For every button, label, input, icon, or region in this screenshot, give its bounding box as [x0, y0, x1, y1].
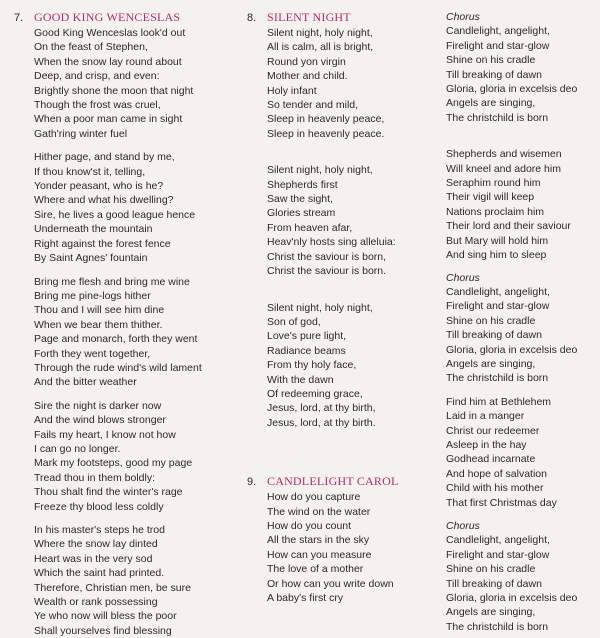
- lyric-line: Till breaking of dawn: [446, 68, 542, 81]
- lyric-line: Saw the sight,: [267, 193, 333, 206]
- lyric-line: Gath'ring winter fuel: [34, 127, 128, 140]
- lyric-line: Heav'nly hosts sing alleluia:: [267, 236, 396, 249]
- lyric-line: Jesus, lord, at thy birth,: [267, 402, 376, 415]
- lyric-line: Christ our redeemer: [446, 424, 540, 437]
- lyric-line: Underneath the mountain: [34, 223, 153, 236]
- verse: [267, 490, 427, 605]
- lyric-line: Therefore, Christian men, be sure: [34, 581, 191, 594]
- lyric-line: Thou shalt find the winter's rage: [34, 486, 183, 499]
- lyric-line: Son of god,: [267, 315, 321, 328]
- lyric-line: Through the rude wind's wild lament: [34, 361, 202, 374]
- chorus-label: Chorus: [446, 271, 480, 284]
- lyric-line: Their lord and their saviour: [446, 220, 571, 233]
- song-number: 8.: [247, 12, 257, 24]
- verse: [34, 523, 236, 638]
- lyric-line: Good King Wenceslas look'd out: [34, 27, 186, 39]
- lyric-line: Forth they went together,: [34, 347, 151, 360]
- lyric-line: Shall yourselves find blessing: [34, 624, 172, 637]
- lyric-line: How do you capture: [267, 491, 361, 504]
- column-good-king-wenceslas: [14, 10, 236, 638]
- lyric-line: So tender and mild,: [267, 99, 359, 112]
- lyric-line: Yonder peasant, who is he?: [34, 180, 164, 193]
- verse: [34, 26, 236, 141]
- lyric-line: How can you measure: [267, 548, 372, 561]
- song-title: SILENT NIGHT: [267, 10, 351, 24]
- lyric-line: Firelight and star-glow: [446, 300, 550, 313]
- chorus-label: Chorus: [446, 520, 480, 532]
- song-title: CANDLELIGHT CAROL: [267, 474, 399, 489]
- verse: [267, 163, 427, 278]
- verse: [267, 26, 427, 141]
- chorus: [446, 533, 596, 634]
- lyric-line: Tread thou in them boldly:: [34, 471, 156, 484]
- lyric-line: Sleep in heavenly peace,: [267, 113, 385, 126]
- lyric-line: Deep, and crisp, and even:: [34, 70, 160, 83]
- lyric-line: Seraphim round him: [446, 177, 541, 190]
- verse: [34, 150, 236, 265]
- song-number: 9.: [247, 476, 257, 489]
- lyric-line: Mother and child.: [267, 70, 348, 83]
- lyric-line: All is calm, all is bright,: [267, 41, 374, 54]
- lyric-line: Shine on his cradle: [446, 54, 536, 67]
- lyric-line: Page and monarch, forth they went: [34, 333, 198, 346]
- lyric-line: Round yon virgin: [267, 55, 346, 68]
- lyric-line: From thy holy face,: [267, 359, 357, 372]
- lyric-line: Hither page, and stand by me,: [34, 151, 175, 164]
- lyric-line: Silent night, holy night,: [267, 27, 373, 39]
- lyric-line: Child with his mother: [446, 482, 544, 495]
- lyric-line: Right against the forest fence: [34, 237, 171, 250]
- lyric-line: Asleep in the hay: [446, 438, 527, 451]
- lyric-line: Angels are singing,: [446, 606, 536, 619]
- lyric-line: Where and what his dwelling?: [34, 194, 174, 207]
- lyric-line: Nations proclaim him: [446, 205, 545, 218]
- lyric-line: Thou and I will see him dine: [34, 304, 165, 317]
- lyric-line: Angels are singing,: [446, 97, 536, 110]
- lyric-line: From heaven afar,: [267, 221, 353, 234]
- lyric-line: Sleep in heavenly peace.: [267, 127, 385, 140]
- lyric-line: Candlelight, angelight,: [446, 534, 550, 547]
- lyric-line: Shepherds first: [267, 178, 338, 191]
- chorus: [446, 24, 596, 125]
- song-lyrics: [247, 26, 427, 430]
- lyric-line: Wealth or rank possessing: [34, 596, 158, 609]
- column-silent-night: [247, 10, 427, 605]
- lyric-line: Till breaking of dawn: [446, 329, 542, 342]
- lyric-line: That first Christmas day: [446, 496, 557, 509]
- lyric-line: Silent night, holy night,: [267, 301, 373, 314]
- lyric-line: And the bitter weather: [34, 376, 137, 389]
- lyric-line: A baby's first cry: [267, 592, 344, 604]
- lyric-line: Or how can you write down: [267, 577, 394, 590]
- lyric-line: With the dawn: [267, 373, 334, 386]
- lyric-line: Jesus, lord, at thy birth.: [267, 416, 376, 429]
- lyric-line: When the snow lay round about: [34, 55, 182, 68]
- lyric-line: Shine on his cradle: [446, 563, 536, 576]
- song-title: GOOD KING WENCESLAS: [34, 10, 181, 24]
- lyric-line: Glories stream: [267, 207, 336, 220]
- lyric-line: Angels are singing,: [446, 357, 536, 370]
- song-header: [14, 10, 236, 26]
- lyric-line: Christ the saviour is born.: [267, 265, 387, 278]
- song-lyrics: [247, 490, 427, 605]
- lyric-line: The love of a mother: [267, 563, 364, 576]
- lyric-line: Mark my footsteps, good my page: [34, 457, 193, 470]
- lyric-line: In his master's steps he trod: [34, 524, 165, 536]
- lyric-line: Shepherds and wisemen: [446, 148, 562, 161]
- lyric-line: Freeze thy blood less coldly: [34, 500, 164, 513]
- lyric-line: Radiance beams: [267, 344, 346, 357]
- lyric-line: How do you count: [267, 519, 352, 532]
- lyric-line: The wind on the water: [267, 505, 371, 518]
- lyric-line: Christ the saviour is born,: [267, 250, 387, 263]
- lyric-line: Sire, he lives a good league hence: [34, 208, 196, 221]
- song-header: [247, 10, 427, 26]
- verse: [446, 147, 596, 262]
- lyric-line: And hope of salvation: [446, 467, 547, 480]
- lyric-line: The christchild is born: [446, 111, 549, 124]
- lyric-line: Candlelight, angelight,: [446, 285, 550, 298]
- lyric-line: Holy infant: [267, 84, 317, 97]
- verse: [446, 395, 596, 510]
- song-number: 7.: [14, 12, 24, 24]
- chorus-label: Chorus: [446, 11, 480, 23]
- lyric-line: The christchild is born: [446, 372, 549, 385]
- column-candlelight-carol-continued: [446, 10, 596, 634]
- lyric-line: Ye who now will bless the poor: [34, 610, 177, 623]
- lyric-line: I can go no longer.: [34, 442, 121, 455]
- lyric-line: Will kneel and adore him: [446, 162, 561, 175]
- lyric-line: Laid in a manger: [446, 410, 525, 423]
- lyric-line: Till breaking of dawn: [446, 577, 542, 590]
- lyric-line: Bring me flesh and bring me wine: [34, 275, 190, 288]
- lyric-line: And sing him to sleep: [446, 249, 547, 262]
- lyric-line: Fails my heart, I know not how: [34, 428, 176, 441]
- lyric-line: Gloria, gloria in excelsis deo: [446, 592, 578, 605]
- lyric-line: Gloria, gloria in excelsis deo: [446, 83, 578, 96]
- lyric-line: If thou know'st it, telling,: [34, 165, 146, 178]
- lyric-line: Find him at Bethlehem: [446, 395, 552, 408]
- lyric-line: All the stars in the sky: [267, 534, 370, 547]
- lyric-line: Which the saint had printed.: [34, 567, 165, 580]
- lyric-line: Candlelight, angelight,: [446, 25, 550, 38]
- lyric-line: Brightly shone the moon that night: [34, 84, 194, 97]
- verse: [34, 399, 236, 514]
- lyric-line: On the feast of Stephen,: [34, 41, 148, 54]
- lyric-line: Where the snow lay dinted: [34, 538, 158, 551]
- lyric-line: By Saint Agnes' fountain: [34, 252, 148, 265]
- lyric-line: Shine on his cradle: [446, 314, 536, 327]
- lyric-line: When a poor man came in sight: [34, 113, 183, 126]
- song-lyrics: [14, 26, 236, 638]
- verse: [34, 275, 236, 390]
- lyric-line: Silent night, holy night,: [267, 164, 373, 177]
- lyric-line: Of redeeming grace,: [267, 387, 363, 400]
- lyric-line: But Mary will hold him: [446, 234, 549, 247]
- lyric-line: Though the frost was cruel,: [34, 99, 161, 112]
- lyric-line: Godhead incarnate: [446, 453, 536, 466]
- lyric-line: Love's pure light,: [267, 330, 347, 343]
- lyric-line: Gloria, gloria in excelsis deo: [446, 343, 578, 356]
- lyric-line: Bring me pine-logs hither: [34, 289, 151, 302]
- lyric-line: The christchild is born: [446, 620, 549, 633]
- lyric-line: When we bear them thither.: [34, 318, 163, 331]
- lyric-line: And the wind blows stronger: [34, 414, 166, 427]
- lyric-line: Firelight and star-glow: [446, 548, 550, 561]
- chorus: [446, 285, 596, 386]
- lyric-line: Firelight and star-glow: [446, 39, 550, 52]
- lyric-line: Their vigil will keep: [446, 191, 535, 204]
- verse: [267, 301, 427, 431]
- lyric-line: Heart was in the very sod: [34, 552, 153, 565]
- lyric-line: Sire the night is darker now: [34, 399, 162, 412]
- song-header: [247, 474, 427, 490]
